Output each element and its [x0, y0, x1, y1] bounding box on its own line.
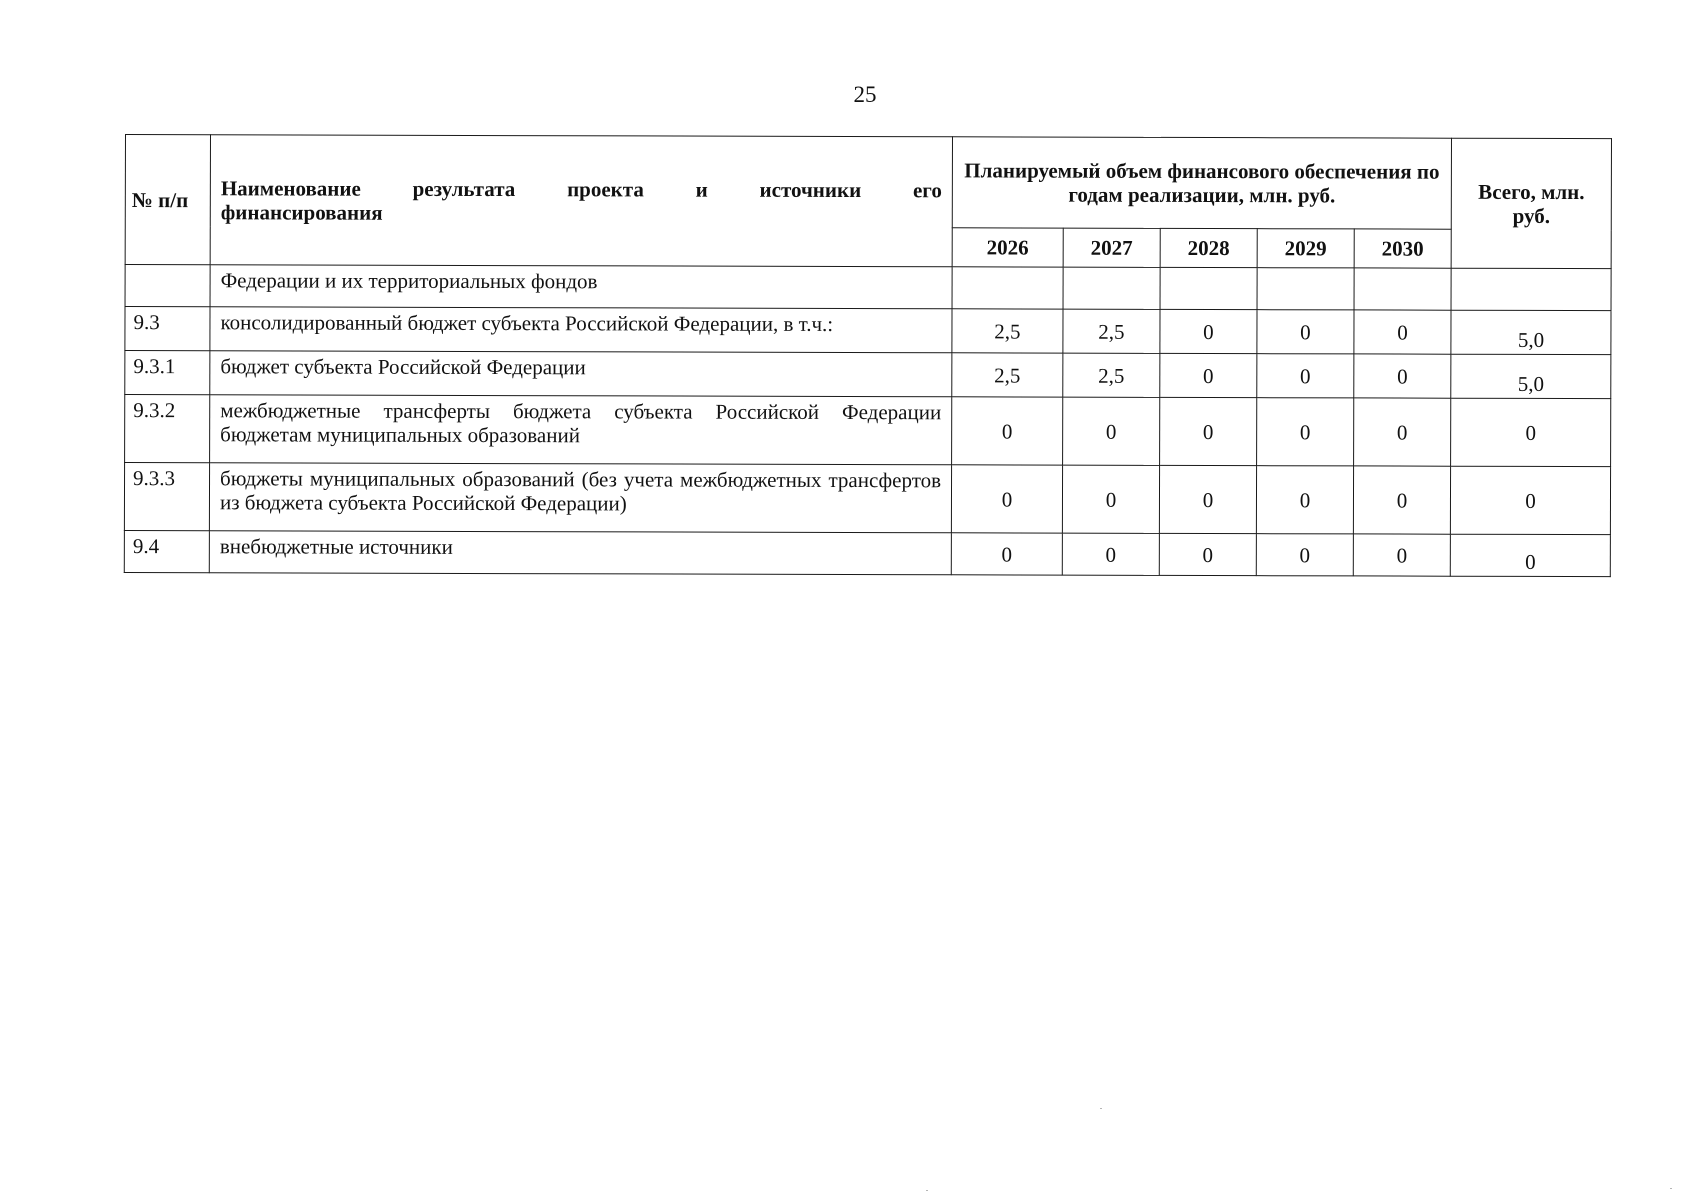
header-year-2026: 2026 [952, 228, 1063, 267]
row-value-2029: 0 [1256, 466, 1353, 534]
row-value-2026: 2,5 [952, 309, 1063, 353]
row-value-2030: 0 [1353, 466, 1450, 534]
row-value-2027: 0 [1062, 533, 1159, 575]
header-year-2029: 2029 [1257, 229, 1354, 268]
row-total [1451, 268, 1611, 310]
scan-speck [1670, 1188, 1672, 1189]
header-planned-funding: Планируемый объем финансового обеспечения по годам реализации, млн. руб. [952, 137, 1451, 229]
row-value-2026: 0 [952, 397, 1063, 465]
row-value-2029: 0 [1257, 354, 1354, 398]
header-result-name-line2: финансирования [220, 199, 383, 225]
row-value-2026: 2,5 [952, 353, 1063, 397]
row-name: консолидированный бюджет субъекта Российской Федерации, в т.ч.: [210, 307, 952, 353]
row-value-2029: 0 [1257, 398, 1354, 466]
row-total: 0 [1451, 398, 1611, 466]
row-value-2026: 0 [951, 465, 1062, 533]
row-total: 5,0 [1451, 310, 1611, 354]
scan-speck [1100, 1108, 1102, 1109]
row-number: 9.4 [124, 530, 209, 572]
table-row [124, 530, 1610, 576]
header-result-name-line1: Наименование результата проекта и источники его [220, 175, 942, 202]
row-number: 9.3 [125, 307, 210, 351]
table-row [125, 265, 1611, 311]
row-value-2027: 0 [1063, 397, 1160, 465]
row-value-2027: 2,5 [1063, 353, 1160, 397]
row-value-2029: 0 [1257, 310, 1354, 354]
row-number: 9.3.2 [125, 395, 210, 463]
row-name: бюджеты муниципальных образований (без учета межбюджетных трансфертов из бюджета субъекта Российской Федерации) [209, 463, 951, 533]
table-row [125, 351, 1611, 399]
row-value-2030: 0 [1353, 534, 1450, 576]
header-row-number: № п/п [125, 135, 210, 265]
header-year-2028: 2028 [1160, 228, 1257, 267]
row-value-2028 [1160, 267, 1257, 309]
table-row [125, 307, 1611, 355]
row-value-2026: 0 [951, 533, 1062, 575]
row-value-2028: 0 [1160, 353, 1257, 397]
header-year-2030: 2030 [1354, 229, 1451, 268]
row-value-2028: 0 [1159, 465, 1256, 533]
row-value-2029: 0 [1256, 534, 1353, 576]
row-value-2030: 0 [1354, 354, 1451, 398]
row-name: межбюджетные трансферты бюджета субъекта Российской Федерации бюджетам муниципальных образований [210, 395, 952, 465]
row-number [125, 265, 210, 307]
row-value-2026 [952, 267, 1063, 309]
row-name: внебюджетные источники [209, 531, 951, 575]
row-number: 9.3.1 [125, 351, 210, 395]
table-row [124, 463, 1610, 535]
row-value-2028: 0 [1159, 533, 1256, 575]
scan-speck [926, 1190, 928, 1191]
header-result-name [210, 135, 952, 267]
row-name: бюджет субъекта Российской Федерации [210, 351, 952, 397]
row-number: 9.3.3 [124, 463, 209, 531]
header-total: Всего, млн. руб. [1451, 138, 1611, 268]
row-value-2027: 0 [1062, 465, 1159, 533]
header-year-2027: 2027 [1063, 228, 1160, 267]
row-value-2027 [1063, 267, 1160, 309]
financing-table [124, 134, 1612, 577]
row-value-2030: 0 [1354, 310, 1451, 354]
row-value-2029 [1257, 268, 1354, 310]
row-total: 5,0 [1451, 354, 1611, 398]
row-value-2030 [1354, 268, 1451, 310]
table-row [125, 395, 1611, 467]
row-total: 0 [1450, 534, 1610, 576]
page-number: 25 [853, 82, 877, 107]
row-value-2028: 0 [1160, 397, 1257, 465]
row-value-2027: 2,5 [1063, 309, 1160, 353]
row-value-2030: 0 [1354, 398, 1451, 466]
row-value-2028: 0 [1160, 309, 1257, 353]
row-name: Федерации и их территориальных фондов [210, 265, 952, 309]
row-total: 0 [1450, 466, 1610, 534]
financing-table-wrapper [124, 134, 1612, 577]
